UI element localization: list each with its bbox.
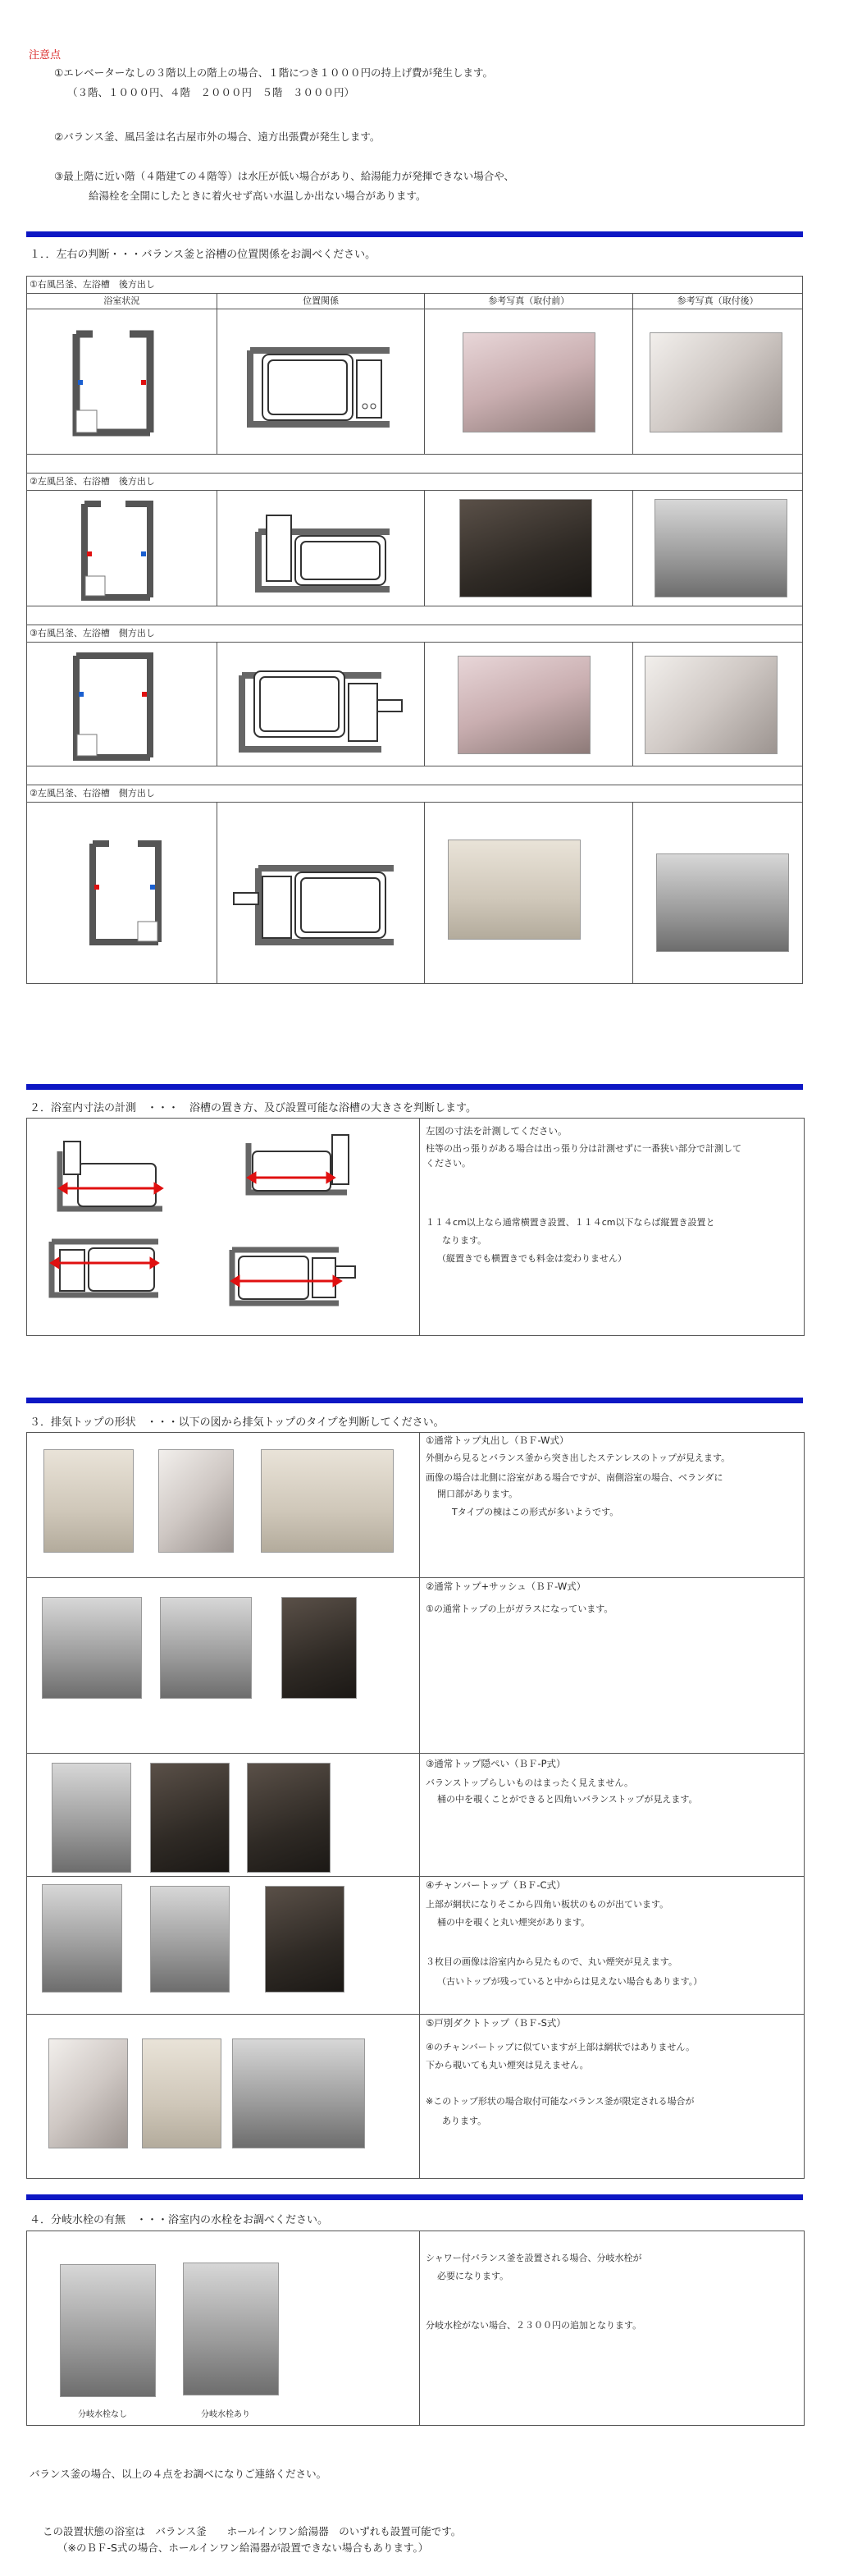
- col-header: 参考写真（取付前）: [425, 294, 633, 309]
- exhaust-photo: [42, 1597, 142, 1699]
- section3-box: [26, 1432, 805, 2179]
- position-diagram: [217, 309, 425, 455]
- exhaust-photo: [48, 2038, 128, 2148]
- exhaust-desc: 桶の中を覗くと丸い煙突があります。: [437, 1917, 591, 1928]
- row-label: ②左風呂釜、右浴槽 側方出し: [27, 785, 803, 803]
- photo-before-cell: [425, 643, 633, 766]
- section-divider: [26, 2194, 803, 2200]
- photo-before: [458, 656, 591, 754]
- exhaust-photo: [142, 2038, 221, 2148]
- position-diagram: [217, 491, 425, 606]
- photo-before: [459, 499, 592, 597]
- section2-line: 左図の寸法を計測してください。: [426, 1125, 568, 1137]
- exhaust-desc: ※このトップ形状の場合取付可能なバランス釜が限定される場合が: [426, 2096, 695, 2107]
- bathroom-diagram: [27, 643, 217, 766]
- section-divider: [26, 231, 803, 237]
- exhaust-desc: 開口部があります。: [437, 1489, 518, 1499]
- footer-line: （※のＢＦ-S式の場合、ホールインワン給湯器が設置できない場合もあります。）: [57, 2542, 429, 2554]
- row-label: ②左風呂釜、右浴槽 後方出し: [27, 474, 803, 491]
- exhaust-desc: ３枚目の画像は浴室内から見たもので、丸い煙突が見えます。: [426, 1956, 677, 1967]
- exhaust-desc: 桶の中を覗くことができると四角いバランストップが見えます。: [437, 1794, 698, 1805]
- bathroom-diagram: [27, 803, 217, 984]
- exhaust-photo: [42, 1884, 122, 1993]
- faucet-photo-branch: [183, 2263, 279, 2395]
- exhaust-type-title: ③通常トップ隠ぺい（ＢＦ-P式）: [426, 1758, 566, 1769]
- exhaust-photo: [281, 1597, 357, 1699]
- exhaust-photo: [160, 1597, 252, 1699]
- faucet-caption: 分岐水栓あり: [201, 2410, 250, 2419]
- section4-line: 分岐水栓がない場合、２３００円の追加となります。: [426, 2320, 642, 2331]
- exhaust-photo: [232, 2038, 365, 2148]
- exhaust-desc: ④のチャンバートップに似ていますが上部は網状ではありません。: [426, 2042, 696, 2052]
- tub-measure-diagram: [27, 1119, 413, 1335]
- faucet-photo-no-branch: [60, 2264, 156, 2397]
- note-item-2: ②バランス釜、風呂釜は名古屋市外の場合、遠方出張費が発生します。: [54, 130, 381, 143]
- photo-after: [656, 853, 789, 952]
- exhaust-desc: 画像の場合は北側に浴室がある場合ですが、南側浴室の場合、ベランダに: [426, 1472, 723, 1483]
- exhaust-photo: [265, 1886, 344, 1993]
- exhaust-photo: [150, 1763, 230, 1873]
- note-item-1-detail: （３階、１０００円、４階 ２０００円 ５階 ３０００円）: [67, 86, 355, 98]
- section2-line: 柱等の出っ張りがある場合は出っ張り分は計測せずに一番狭い部分で計測して: [426, 1143, 741, 1154]
- position-diagram: [217, 643, 425, 766]
- col-header: 浴室状況: [27, 294, 217, 309]
- exhaust-desc: Tタイプの棟はこの形式が多いようです。: [452, 1507, 619, 1517]
- exhaust-desc: （古いトップが残っていると中からは見えない場合もあります。）: [437, 1976, 703, 1987]
- exhaust-desc: あります。: [442, 2116, 487, 2126]
- section2-title: ２．浴室内寸法の計測 ・・・ 浴槽の置き方、及び設置可能な浴槽の大きさを判断します。: [30, 1102, 477, 1114]
- exhaust-type-title: ④チャンバートップ（ＢＦ-C式）: [426, 1879, 566, 1891]
- photo-before: [463, 332, 595, 432]
- position-diagram: [217, 803, 425, 984]
- photo-after-cell: [633, 803, 803, 984]
- section4-line: シャワー付バランス釜を設置される場合、分岐水栓が: [426, 2253, 642, 2263]
- section2-line: ください。: [426, 1158, 471, 1169]
- exhaust-desc: 下から覗いても丸い煙突は見えません。: [426, 2060, 589, 2070]
- section4-title: ４．分岐水栓の有無 ・・・浴室内の水栓をお調べください。: [30, 2214, 329, 2226]
- section4-line: 必要になります。: [437, 2271, 509, 2281]
- exhaust-type-title: ⑤戸別ダクトトップ（ＢＦ-S式）: [426, 2017, 566, 2029]
- photo-after-cell: [633, 643, 803, 766]
- photo-after: [650, 332, 782, 432]
- footer-line: バランス釜の場合、以上の４点をお調べになりご連絡ください。: [30, 2468, 327, 2480]
- faucet-caption: 分岐水栓なし: [78, 2410, 127, 2419]
- bathroom-diagram: [27, 491, 217, 606]
- photo-after-cell: [633, 309, 803, 455]
- row-label: ③右風呂釜、左浴槽 側方出し: [27, 625, 803, 643]
- exhaust-photo: [261, 1449, 394, 1553]
- notes-title: 注意点: [29, 49, 62, 62]
- section2-box: [26, 1118, 805, 1336]
- section2-line: なります。: [442, 1235, 487, 1246]
- photo-after: [654, 499, 787, 597]
- photo-before: [448, 840, 581, 940]
- photo-before-cell: [425, 309, 633, 455]
- section1-table: [26, 276, 803, 984]
- section2-line: （縦置きでも横置きでも料金は変わりません）: [437, 1253, 627, 1264]
- section2-line: １１４cm以上なら通常横置き設置、１１４cm以下ならば縦置き設置と: [426, 1217, 715, 1228]
- note-item-3: ③最上階に近い階（４階建ての４階等）は水圧が低い場合があり、給湯能力が発揮できない場合や、: [54, 170, 514, 182]
- section3-title: ３．排気トップの形状 ・・・以下の図から排気トップのタイプを判断してください。: [30, 1416, 445, 1429]
- exhaust-desc: 外側から見るとバランス釜から突き出したステンレスのトップが見えます。: [426, 1453, 731, 1463]
- section-divider: [26, 1398, 803, 1403]
- section1-title: １．．左右の判断・・・バランス釜と浴槽の位置関係をお調べください。: [30, 249, 376, 261]
- exhaust-photo: [158, 1449, 234, 1553]
- photo-after-cell: [633, 491, 803, 606]
- col-header: 位置関係: [217, 294, 425, 309]
- row-label: ①右風呂釜、左浴槽 後方出し: [27, 277, 803, 294]
- exhaust-type-title: ①通常トップ丸出し（ＢＦ-W式）: [426, 1434, 569, 1446]
- exhaust-photo: [247, 1763, 331, 1873]
- footer-line: この設置状態の浴室は バランス釜 ホールインワン給湯器 のいずれも設置可能です。: [43, 2525, 462, 2537]
- photo-after: [645, 656, 778, 754]
- exhaust-photo: [43, 1449, 134, 1553]
- exhaust-photo: [52, 1763, 131, 1873]
- section4-box: [26, 2231, 805, 2426]
- exhaust-photo: [150, 1886, 230, 1993]
- photo-before-cell: [425, 803, 633, 984]
- note-item-1: ①エレベーターなしの３階以上の階上の場合、１階につき１０００円の持上げ費が発生します。: [54, 66, 493, 79]
- col-header: 参考写真（取付後）: [633, 294, 803, 309]
- section-divider: [26, 1084, 803, 1090]
- exhaust-desc: 上部が網状になりそこから四角い板状のものが出ています。: [426, 1899, 669, 1910]
- photo-before-cell: [425, 491, 633, 606]
- bathroom-diagram: [27, 309, 217, 455]
- exhaust-type-title: ②通常トップ+サッシュ（ＢＦ-W式）: [426, 1581, 586, 1592]
- exhaust-desc: バランストップらしいものはまったく見えません。: [426, 1778, 633, 1788]
- exhaust-desc: ①の通常トップの上がガラスになっています。: [426, 1604, 613, 1614]
- note-item-3-cont: 給湯栓を全開にしたときに着火せず高い水温しか出ない場合があります。: [89, 190, 426, 202]
